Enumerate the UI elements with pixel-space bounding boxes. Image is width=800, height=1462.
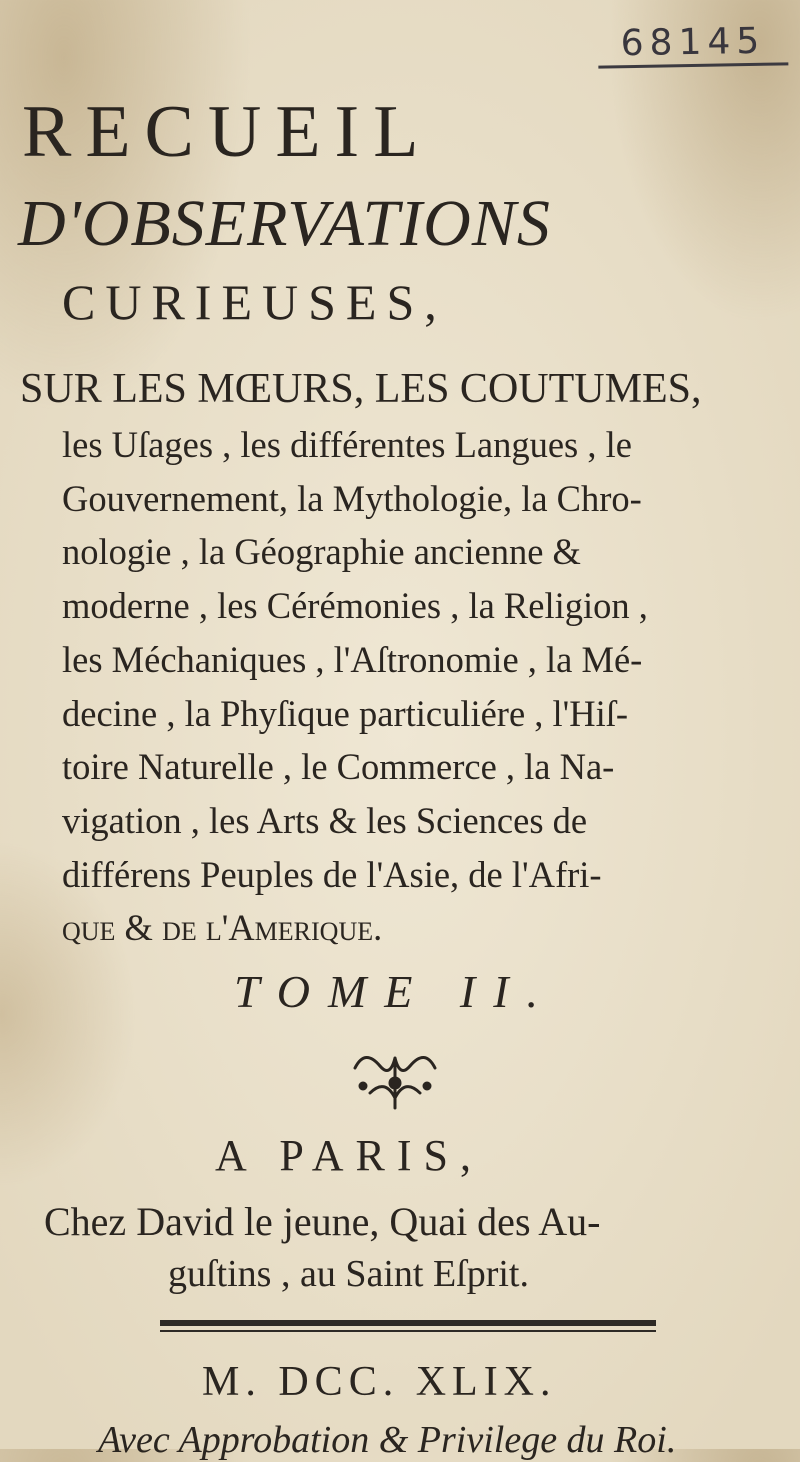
volume-number: TOME II. [234,966,557,1017]
privilege-line: Avec Approbation & Privilege du Roi. [98,1419,677,1461]
body-line: que & de l'Amerique. [62,907,383,949]
printer-ornament-icon [335,1038,455,1118]
imprint-publisher-2: guſtins , au Saint Eſprit. [168,1253,529,1295]
body-line: les Uſages , les différentes Langues , le [62,424,632,465]
body-line: Gouvernement, la Mythologie, la Chro- [62,477,642,519]
title-recueil: RECUEIL [22,91,433,173]
body-line: nologie , la Géographie ancienne & [62,531,581,573]
body-line: vigation , les Arts & les Sciences de [62,799,588,841]
body-line: moderne , les Cérémonies , la Religion , [62,585,648,627]
imprint-date: M. DCC. XLIX. [202,1359,557,1405]
title-curieuses: CURIEUSES, [62,274,447,330]
body-line: différens Peuples de l'Asie, de l'Afri- [62,853,602,895]
body-line: decine , la Phyſique particuliére , l'Hiſ- [62,692,629,734]
divider-rule [160,1320,656,1326]
imprint-publisher-1: Chez David le jeune, Quai des Au- [44,1199,601,1244]
body-line: les Méchaniques , l'Aſtronomie , la Mé- [62,638,643,680]
imprint-city: A PARIS, [215,1131,484,1180]
title-observations: D'OBSERVATIONS [18,187,551,260]
subtitle-body [62,418,648,955]
subtitle-moeurs: SUR LES MŒURS, LES COUTUMES, [20,366,702,412]
divider-rule-thin [160,1330,656,1332]
body-line: toire Naturelle , le Commerce , la Na- [62,746,615,788]
library-stamp: 68145 [598,20,789,68]
